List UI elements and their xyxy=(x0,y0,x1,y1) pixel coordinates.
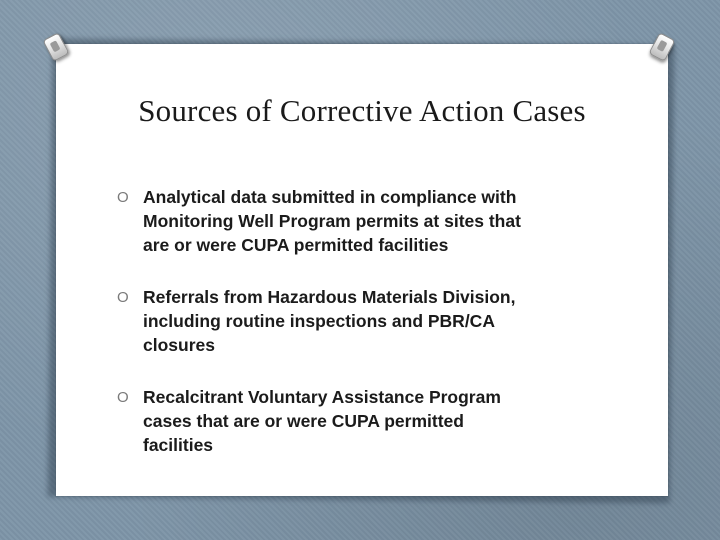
bullet-item-2 xyxy=(117,285,587,357)
bullet-marker: O xyxy=(117,289,129,306)
slide-title: Sources of Corrective Action Cases xyxy=(138,93,586,128)
bullet-line: including routine inspections and PBR/CA xyxy=(143,311,495,331)
bullet-line: Analytical data submitted in compliance with xyxy=(143,187,517,207)
bullet-line: closures xyxy=(143,335,215,355)
bullet-item-3 xyxy=(117,385,587,457)
bullet-list xyxy=(117,185,587,485)
bullet-marker: O xyxy=(117,389,129,406)
bullet-line: cases that are or were CUPA permitted xyxy=(143,411,464,431)
bullet-line: Monitoring Well Program permits at sites that xyxy=(143,211,521,231)
bullet-line: facilities xyxy=(143,435,214,455)
bullet-text xyxy=(143,385,501,457)
bullet-line: Recalcitrant Voluntary Assistance Program xyxy=(143,387,501,407)
bullet-line: Referrals from Hazardous Materials Division, xyxy=(143,287,516,307)
bullet-line: are or were CUPA permitted facilities xyxy=(143,235,449,255)
bullet-marker: O xyxy=(117,189,129,206)
bullet-text xyxy=(143,285,515,357)
bullet-text xyxy=(143,185,521,257)
bullet-item-1 xyxy=(117,185,587,257)
